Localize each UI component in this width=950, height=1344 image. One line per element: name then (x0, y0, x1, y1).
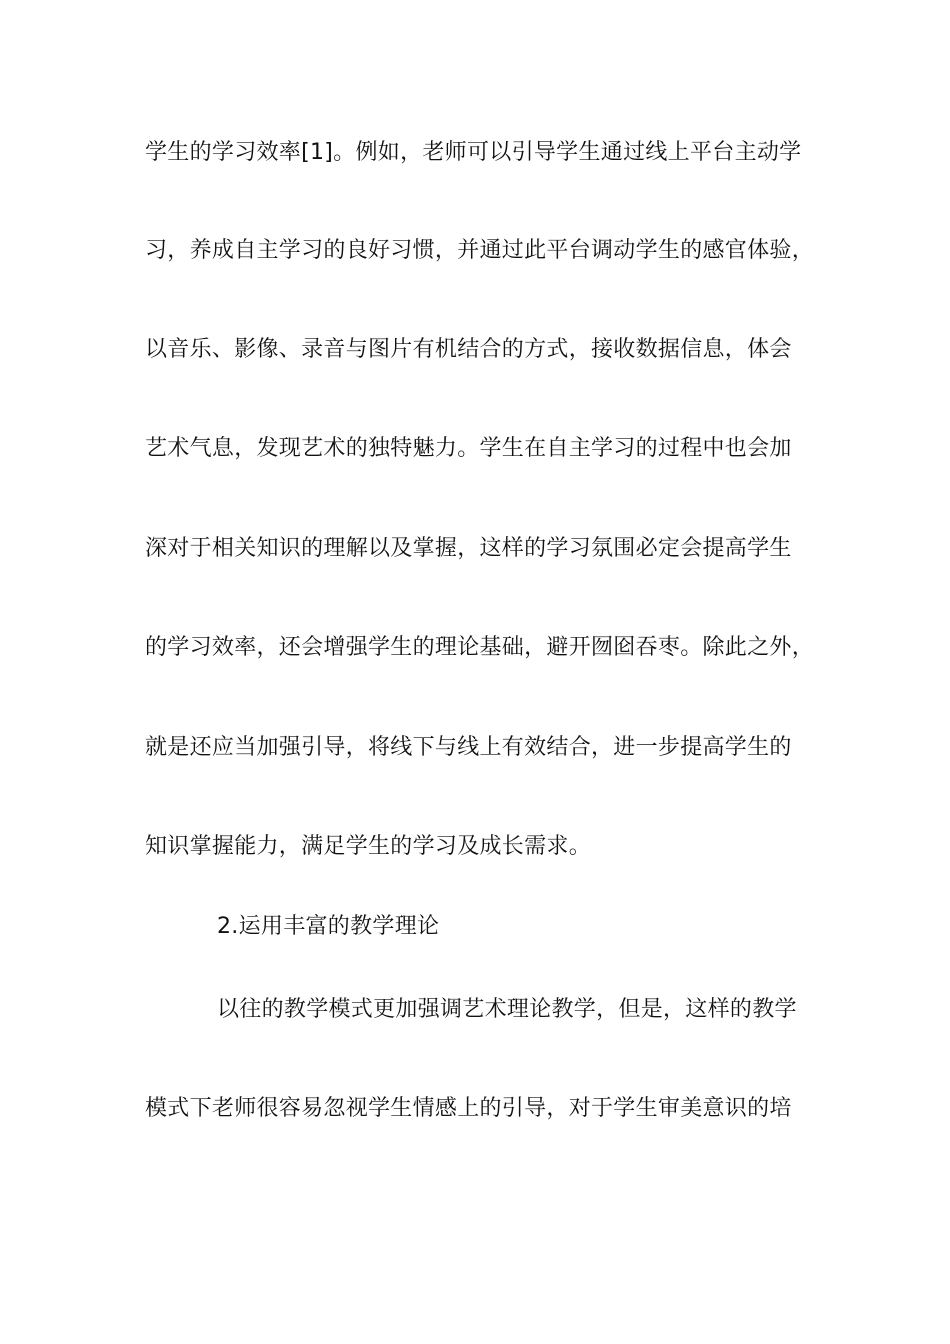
paragraph2-line-2: 模式下老师很容易忽视学生情感上的引导，对于学生审美意识的培 (145, 1096, 792, 1121)
paragraph-line-2: 习，养成自主学习的良好习惯，并通过此平台调动学生的感官体验， (145, 238, 815, 263)
paragraph-line-6: 的学习效率，还会增强学生的理论基础，避开囫囵吞枣。除此之外， (145, 635, 815, 660)
paragraph-line-4: 艺术气息，发现艺术的独特魅力。学生在自主学习的过程中也会加 (145, 436, 792, 461)
paragraph-line-3: 以音乐、影像、录音与图片有机结合的方式，接收数据信息，体会 (145, 337, 792, 362)
paragraph-line-5: 深对于相关知识的理解以及掌握，这样的学习氛围必定会提高学生 (145, 536, 792, 561)
paragraph-line-8: 知识掌握能力，满足学生的学习及成长需求。 (145, 834, 592, 859)
paragraph-line-1: 学生的学习效率[1]。例如，老师可以引导学生通过线上平台主动学 (145, 140, 802, 165)
paragraph2-line-1: 以往的教学模式更加强调艺术理论教学，但是，这样的教学 (217, 997, 797, 1022)
section-heading: 2.运用丰富的教学理论 (217, 914, 440, 939)
paragraph-line-7: 就是还应当加强引导，将线下与线上有效结合，进一步提高学生的 (145, 735, 792, 760)
